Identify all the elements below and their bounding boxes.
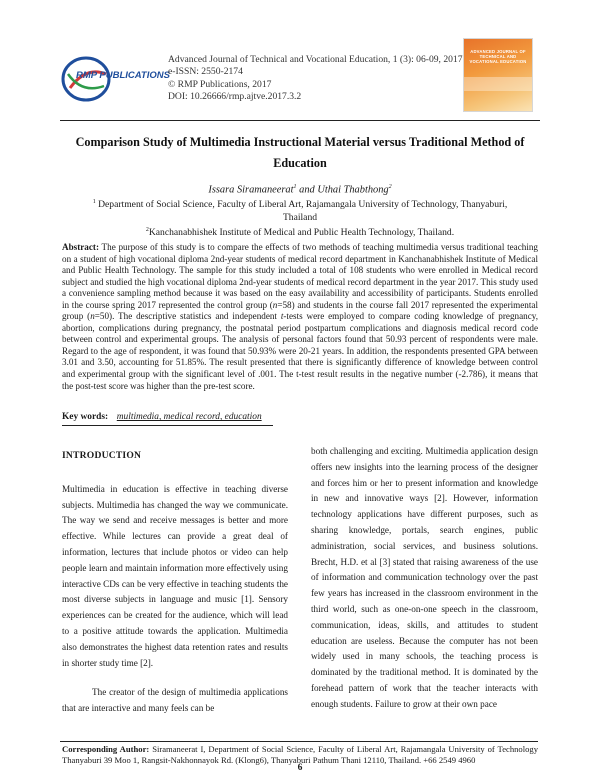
footnote-text: Siramaneerat I, Department of Social Science, Faculty of Liberal Art, Rajamangala University of Technology Thanyaburi 39 Moo 1, Rangsit-Nakhonnayok Rd. (Klong6), Thanyaburi Pathum Thani 12110, Thailand. +66 2549 4960 <box>62 744 538 765</box>
abstract <box>62 242 538 392</box>
paper-title <box>70 132 530 174</box>
abstract-n2: n <box>90 311 95 322</box>
journal-line: Advanced Journal of Technical and Vocational Education, 1 (3): 06-09, 2017 <box>168 54 463 65</box>
left-column <box>62 444 288 717</box>
title-line-1: Comparison Study of Multimedia Instructional Material versus Traditional Method of <box>75 135 525 149</box>
author-2: Uthai Thabthong <box>317 184 389 196</box>
author-2-sup: 2 <box>388 184 392 190</box>
affiliation-2-text: Kanchanabhishek Institute of Medical and Public Health Technology, Thailand. <box>148 227 455 239</box>
affiliation-1-text: Department of Social Science, Faculty of Liberal Art, Rajamangala University of Technology, Thanyaburi, Thailand <box>95 199 508 223</box>
abstract-t: t <box>280 311 284 322</box>
affiliation-2 <box>90 224 510 240</box>
section-heading-introduction: INTRODUCTION <box>62 450 142 461</box>
intro-paragraph-3: both challenging and exciting. Multimedia application design offers new insights into the learning process of the designer and forces him or her to present information and knowledge in new and innovative ways [2]. However, information technology applications have different purposes, such as sharing knowledge, portals, search engines, public administration, social services, and business solutions. Brecht, H.D. et al [3] stated that raising awareness of the use of information and communication technology over the past few years has increased in the classroom environment in the third world, such as one-on-one speech in the classroom, communication, ideas, skills, and attitudes to student education are useless. Because the computer has not been widely used in many schools, the teaching process is dominated by the traditional method. It is dominated by the forehead pattern of work that the teacher interacts with enough students. Failure to grow at their own pace <box>311 446 538 709</box>
publisher-logo <box>60 54 170 104</box>
footnote-divider <box>60 741 538 742</box>
keywords-value: multimedia, medical record, education <box>116 412 262 422</box>
copyright: © RMP Publications, 2017 <box>168 78 272 90</box>
footnote-label: Corresponding Author: <box>62 744 150 754</box>
cover-band <box>464 77 532 91</box>
abstract-n1: n <box>272 299 278 310</box>
right-column <box>311 444 538 713</box>
affiliation-2-sup: 2 <box>145 227 149 234</box>
abstract-text-4: -tests were employed to compare coding knowledge of pregnancy, abortion, complications during pregnancy, the postnatal period postpartum complications and diagnosis medical record code between control and experimental groups. The analysis of personal factors found that 50.93 percent of respondents were male. Regard to the age of respondent, it was found that 50.93% were 20-21 years. In addition, the respondents presented GPA between 3.01 and 3.50, accounting for 51.85%. The result presented that there is significantly difference of knowledge between control and experimental group with the significant level of .001. The t-test result results in the negative number (-2.786), it means that the post-test score was higher than the pre-test score. <box>62 311 538 391</box>
abstract-text-1: The purpose of this study is to compare the effects of two methods of teaching multimedia versus traditional teaching on a student of high vocational diploma 2nd-year students of medical record department in Kanchanabhishek Institute of Medical and Public Health Technology. The sample for this study included a total of 108 students who were enrolled in Medical record subject and studied the high vocational diploma 2nd-year students of medical record department in the year 2017. This study used a convenience sampling method because it was based on the easy availability and accessibility of participants. Students enrolled in the course spring 2017 represented the control group ( <box>62 242 538 310</box>
affiliations <box>90 196 510 240</box>
keywords-label: Key words: <box>62 412 109 422</box>
abstract-text-3: =50). The descriptive statistics and independent <box>94 311 281 322</box>
intro-paragraph-1: Multimedia in education is effective in teaching diverse subjects. Multimedia has changed the way we communicate. The way we send and receive messages is better and more effective. While lectures can provide a great deal of information, lectures that include photos or video can help people learn and maintain information more effectively using interactive CDs can be very effective in teaching students the most diverse subjects in language and music [1]. Sensory experiences can be created for the audience, which will lead to a positive attitude towards the application. Multimedia also demonstrates the highest data retention rates and results in shorter study time [2]. <box>62 483 288 668</box>
header-divider <box>60 120 540 121</box>
author-and: and <box>296 184 318 196</box>
abstract-text-2: =58) and students in the course fall 2017 represented the experimental group ( <box>62 299 538 322</box>
keywords <box>62 412 262 422</box>
affiliation-1 <box>90 196 510 224</box>
abstract-label: Abstract: <box>62 242 99 252</box>
issn: e-ISSN: 2550-2174 <box>168 66 243 78</box>
author-1-sup: 1 <box>293 184 297 190</box>
doi: DOI: 10.26666/rmp.ajtve.2017.3.2 <box>168 91 302 103</box>
affiliation-1-sup: 1 <box>92 199 96 205</box>
cover-title: ADVANCED JOURNAL OF TECHNICAL AND VOCATIONAL EDUCATION <box>469 49 527 64</box>
authors <box>60 184 540 195</box>
logo-text: RMP PUBLICATIONS <box>76 70 170 81</box>
intro-paragraph-2: The creator of the design of multimedia applications that are interactive and many feels can be <box>62 687 288 714</box>
journal-info <box>168 54 463 104</box>
author-1: Issara Siramaneerat <box>208 184 294 196</box>
journal-cover-image <box>464 39 532 111</box>
keywords-underline <box>62 425 273 426</box>
page-number: 6 <box>297 762 303 773</box>
title-line-2: Education <box>273 156 327 170</box>
